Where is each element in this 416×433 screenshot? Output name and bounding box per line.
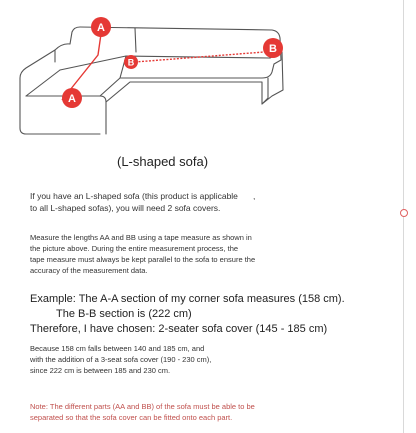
sofa-main-seat — [100, 64, 274, 96]
marker-b-left — [124, 55, 138, 69]
note-line-1: Note: The different parts (AA and BB) of the sofa must be able to be — [30, 402, 255, 411]
measure-line-b — [135, 52, 264, 62]
intro-line-2: to all L-shaped sofas), you will need 2 sofa covers. — [30, 203, 221, 213]
marker-a-bottom — [62, 88, 82, 108]
sofa-back-seam — [135, 28, 136, 52]
marker-b-left-label: B — [127, 57, 135, 68]
note-line-2: separated so that the sofa cover can be fitted onto each part. — [30, 413, 233, 422]
sofa-left-arm — [20, 44, 100, 134]
intro-line-1: If you have an L-shaped sofa (this product is applicable — [30, 191, 238, 201]
example-line-2: The B-B section is (222 cm) — [56, 308, 192, 320]
instructions-line-2: the picture above. During the entire measurement process, the — [30, 244, 239, 253]
marker-b-right-label: B — [269, 43, 277, 55]
instructions-line-1: Measure the lengths AA and BB using a tape measure as shown in — [30, 233, 252, 242]
section-heading: (L-shaped sofa) — [117, 154, 209, 169]
because-line-3: since 222 cm is between 185 and 230 cm. — [30, 366, 171, 375]
instructions-line-3: tape measure must always be kept parallel to the sofa to ensure the — [30, 255, 256, 264]
marker-a-bottom-label: A — [68, 93, 76, 105]
instructions-line-4: accuracy of the measurement data. — [30, 266, 148, 275]
example-line-1: Example: The A-A section of my corner sofa measures (158 cm). — [30, 293, 345, 305]
marker-a-top-label: A — [97, 22, 105, 34]
example-line-3: Therefore, I have chosen: 2-seater sofa cover (145 - 185 cm) — [30, 323, 328, 335]
scroll-marker[interactable] — [400, 209, 408, 217]
l-shaped-sofa-diagram — [0, 0, 300, 140]
marker-b-right — [263, 38, 283, 58]
because-line-1: Because 158 cm falls between 140 and 185 cm, and — [30, 344, 205, 353]
marker-a-top — [91, 17, 111, 37]
because-line-2: with the addition of a 3-seat sofa cover (190 - 230 cm), — [30, 355, 212, 364]
intro-comma: , — [253, 191, 256, 201]
